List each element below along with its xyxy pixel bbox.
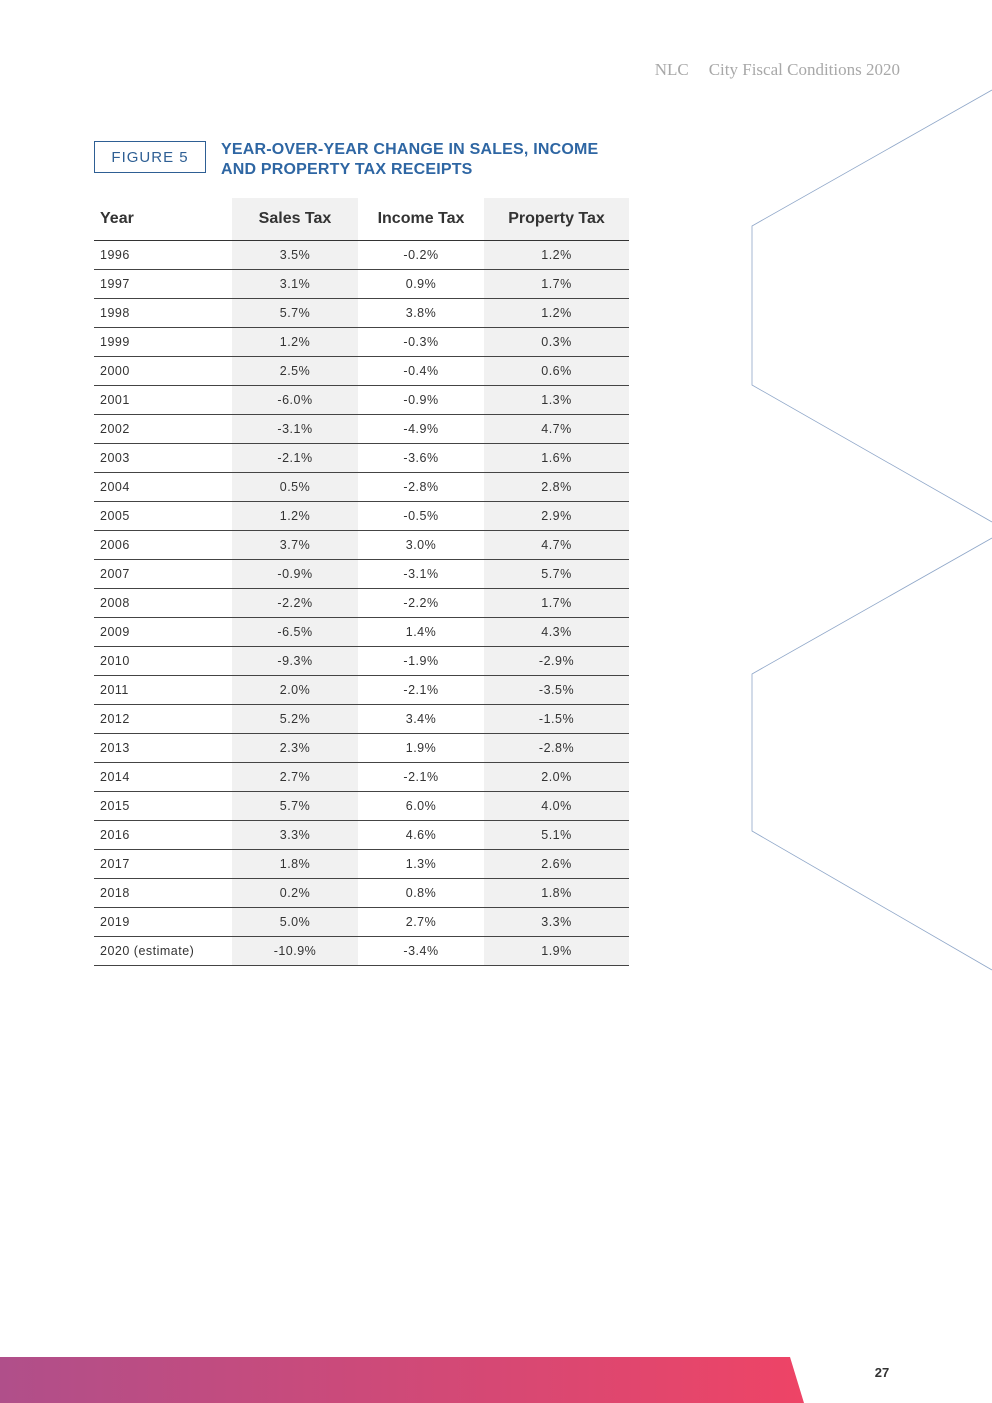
cell-property-tax: -2.9%: [484, 647, 629, 676]
cell-year: 2017: [94, 850, 232, 879]
cell-year: 2009: [94, 618, 232, 647]
table-row: [94, 792, 629, 821]
table-row: [94, 937, 629, 966]
table-row: [94, 357, 629, 386]
cell-property-tax: 1.7%: [484, 589, 629, 618]
cell-income-tax: -0.5%: [358, 502, 484, 531]
cell-year: 2010: [94, 647, 232, 676]
cell-income-tax: 3.8%: [358, 299, 484, 328]
cell-property-tax: 1.2%: [484, 241, 629, 270]
figure-title-line-1: YEAR-OVER-YEAR CHANGE IN SALES, INCOME: [221, 141, 599, 158]
cell-year: 2011: [94, 676, 232, 705]
table-row: [94, 415, 629, 444]
cell-sales-tax: 1.2%: [232, 328, 358, 357]
cell-sales-tax: -9.3%: [232, 647, 358, 676]
cell-income-tax: -0.9%: [358, 386, 484, 415]
table-row: [94, 531, 629, 560]
cell-income-tax: -0.4%: [358, 357, 484, 386]
cell-income-tax: -2.1%: [358, 676, 484, 705]
cell-property-tax: 1.7%: [484, 270, 629, 299]
cell-sales-tax: 3.7%: [232, 531, 358, 560]
tax-receipts-table: [94, 198, 629, 966]
cell-sales-tax: 3.1%: [232, 270, 358, 299]
cell-property-tax: 4.3%: [484, 618, 629, 647]
cell-sales-tax: 5.2%: [232, 705, 358, 734]
cell-sales-tax: -2.1%: [232, 444, 358, 473]
table-row: [94, 821, 629, 850]
cell-sales-tax: 3.5%: [232, 241, 358, 270]
cell-sales-tax: 0.2%: [232, 879, 358, 908]
cell-year: 2013: [94, 734, 232, 763]
cell-year: 2020 (estimate): [94, 937, 232, 966]
cell-year: 2004: [94, 473, 232, 502]
page-number: 27: [874, 1365, 890, 1380]
cell-property-tax: 3.3%: [484, 908, 629, 937]
table-row: [94, 879, 629, 908]
cell-year: 1999: [94, 328, 232, 357]
cell-income-tax: -2.1%: [358, 763, 484, 792]
table-row: [94, 241, 629, 270]
table-row: [94, 734, 629, 763]
footer-color-bar: [0, 1357, 992, 1403]
cell-income-tax: -0.2%: [358, 241, 484, 270]
cell-property-tax: -1.5%: [484, 705, 629, 734]
cell-property-tax: 2.0%: [484, 763, 629, 792]
table-row: [94, 328, 629, 357]
cell-property-tax: 2.9%: [484, 502, 629, 531]
cell-property-tax: 2.6%: [484, 850, 629, 879]
cell-income-tax: -3.1%: [358, 560, 484, 589]
cell-property-tax: 1.3%: [484, 386, 629, 415]
table-row: [94, 444, 629, 473]
cell-year: 1998: [94, 299, 232, 328]
table-header-row: [94, 198, 629, 241]
cell-sales-tax: -10.9%: [232, 937, 358, 966]
table-row: [94, 386, 629, 415]
cell-property-tax: 2.8%: [484, 473, 629, 502]
cell-sales-tax: -6.0%: [232, 386, 358, 415]
table-row: [94, 618, 629, 647]
cell-sales-tax: 1.8%: [232, 850, 358, 879]
cell-year: 1996: [94, 241, 232, 270]
cell-sales-tax: 5.0%: [232, 908, 358, 937]
table-row: [94, 763, 629, 792]
cell-year: 2005: [94, 502, 232, 531]
cell-sales-tax: 2.7%: [232, 763, 358, 792]
figure-title: [221, 140, 641, 180]
cell-sales-tax: 2.3%: [232, 734, 358, 763]
cell-income-tax: 4.6%: [358, 821, 484, 850]
table-body: [94, 241, 629, 966]
cell-property-tax: 4.7%: [484, 531, 629, 560]
cell-year: 2007: [94, 560, 232, 589]
cell-property-tax: 1.8%: [484, 879, 629, 908]
cell-property-tax: 5.7%: [484, 560, 629, 589]
cell-property-tax: 1.2%: [484, 299, 629, 328]
header-org: NLC: [654, 60, 689, 79]
cell-property-tax: 4.0%: [484, 792, 629, 821]
table-row: [94, 473, 629, 502]
cell-sales-tax: -3.1%: [232, 415, 358, 444]
cell-property-tax: -3.5%: [484, 676, 629, 705]
cell-property-tax: 0.6%: [484, 357, 629, 386]
header-publication: City Fiscal Conditions 2020: [708, 60, 900, 79]
cell-income-tax: 1.9%: [358, 734, 484, 763]
table-row: [94, 908, 629, 937]
table-row: [94, 589, 629, 618]
cell-income-tax: 1.4%: [358, 618, 484, 647]
cell-income-tax: 3.4%: [358, 705, 484, 734]
cell-income-tax: -2.2%: [358, 589, 484, 618]
table-row: [94, 705, 629, 734]
cell-income-tax: 6.0%: [358, 792, 484, 821]
figure-title-line-2: AND PROPERTY TAX RECEIPTS: [221, 161, 473, 178]
table-row: [94, 502, 629, 531]
cell-sales-tax: 1.2%: [232, 502, 358, 531]
cell-income-tax: -2.8%: [358, 473, 484, 502]
cell-year: 2012: [94, 705, 232, 734]
cell-sales-tax: -0.9%: [232, 560, 358, 589]
cell-property-tax: 1.9%: [484, 937, 629, 966]
cell-sales-tax: 2.0%: [232, 676, 358, 705]
header-income-tax: Income Tax: [358, 198, 484, 241]
header-property-tax: Property Tax: [484, 198, 629, 241]
table-row: [94, 270, 629, 299]
table-row: [94, 299, 629, 328]
cell-year: 2014: [94, 763, 232, 792]
cell-income-tax: 1.3%: [358, 850, 484, 879]
cell-sales-tax: -6.5%: [232, 618, 358, 647]
cell-income-tax: -0.3%: [358, 328, 484, 357]
cell-sales-tax: 3.3%: [232, 821, 358, 850]
cell-year: 2008: [94, 589, 232, 618]
cell-sales-tax: 5.7%: [232, 792, 358, 821]
cell-income-tax: -4.9%: [358, 415, 484, 444]
header-year: Year: [94, 198, 232, 241]
cell-year: 2001: [94, 386, 232, 415]
cell-sales-tax: 2.5%: [232, 357, 358, 386]
table-row: [94, 647, 629, 676]
header-sales-tax: Sales Tax: [232, 198, 358, 241]
cell-property-tax: 5.1%: [484, 821, 629, 850]
figure-label: FIGURE 5: [94, 141, 206, 173]
table-row: [94, 560, 629, 589]
cell-income-tax: -3.4%: [358, 937, 484, 966]
cell-income-tax: 2.7%: [358, 908, 484, 937]
cell-sales-tax: -2.2%: [232, 589, 358, 618]
cell-year: 2016: [94, 821, 232, 850]
cell-year: 2019: [94, 908, 232, 937]
cell-sales-tax: 5.7%: [232, 299, 358, 328]
cell-year: 2015: [94, 792, 232, 821]
cell-property-tax: -2.8%: [484, 734, 629, 763]
cell-year: 2003: [94, 444, 232, 473]
cell-income-tax: -3.6%: [358, 444, 484, 473]
cell-income-tax: 0.9%: [358, 270, 484, 299]
table-row: [94, 850, 629, 879]
cell-property-tax: 1.6%: [484, 444, 629, 473]
cell-income-tax: 3.0%: [358, 531, 484, 560]
cell-sales-tax: 0.5%: [232, 473, 358, 502]
cell-income-tax: -1.9%: [358, 647, 484, 676]
table-row: [94, 676, 629, 705]
cell-property-tax: 4.7%: [484, 415, 629, 444]
cell-year: 1997: [94, 270, 232, 299]
cell-income-tax: 0.8%: [358, 879, 484, 908]
cell-year: 2018: [94, 879, 232, 908]
cell-year: 2006: [94, 531, 232, 560]
cell-year: 2002: [94, 415, 232, 444]
cell-property-tax: 0.3%: [484, 328, 629, 357]
cell-year: 2000: [94, 357, 232, 386]
